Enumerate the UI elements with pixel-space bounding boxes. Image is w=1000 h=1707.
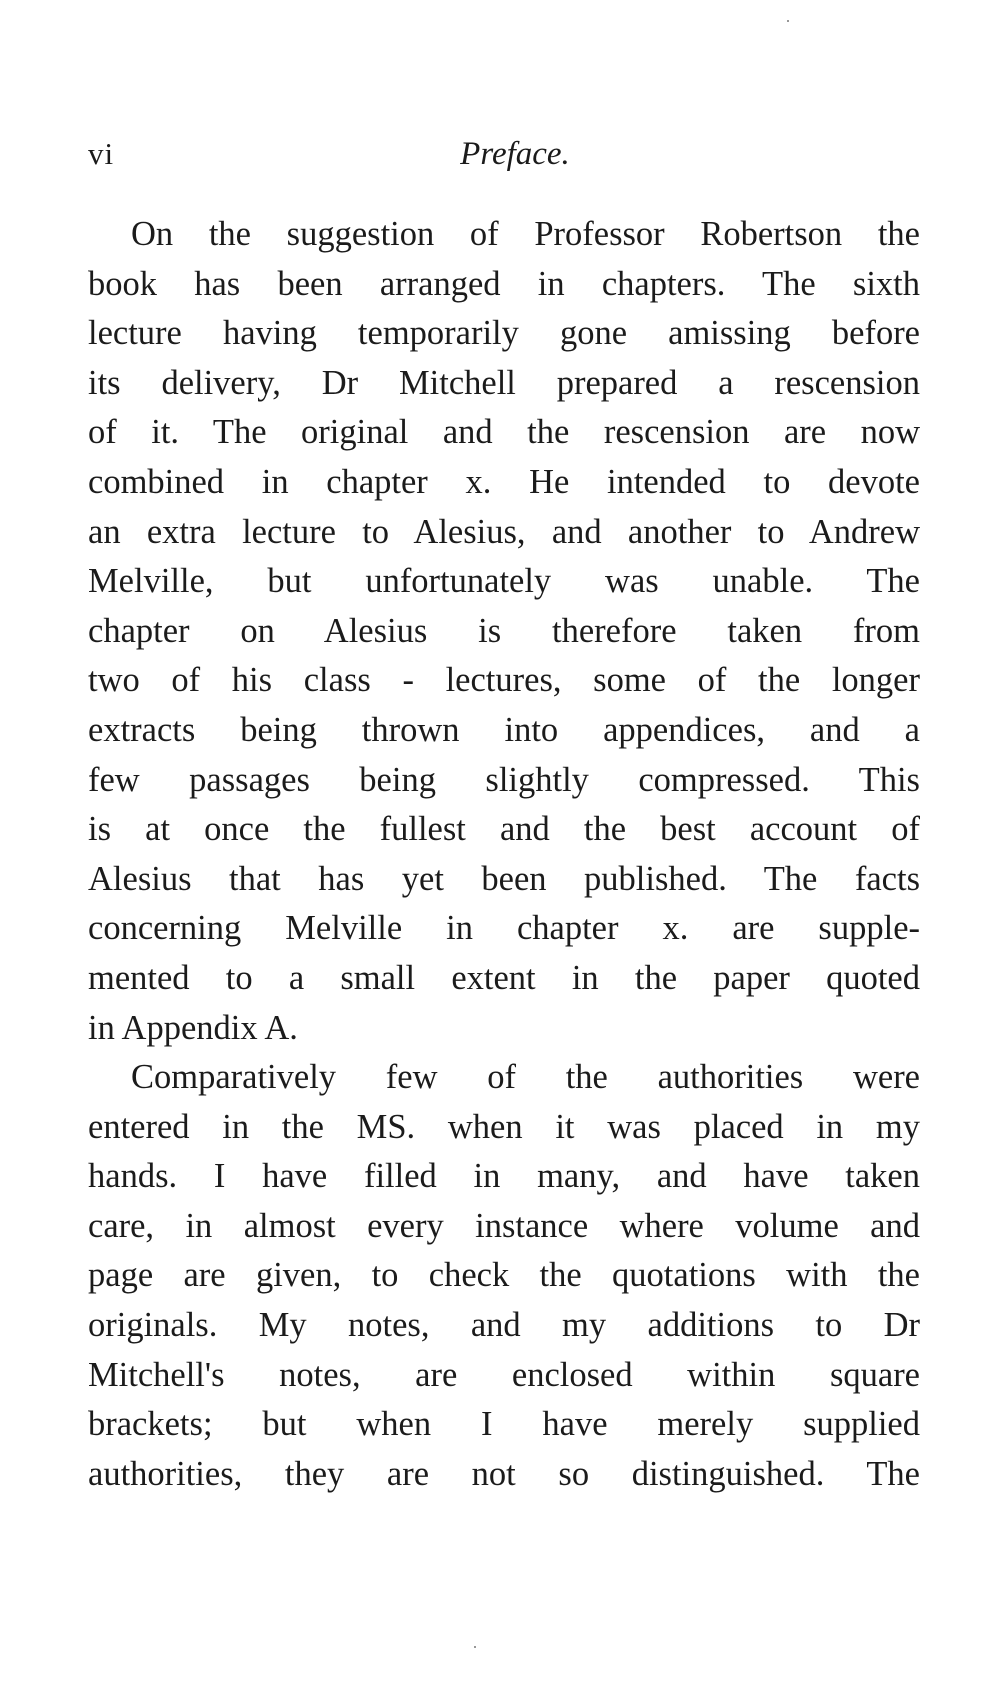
- text-line: combined in chapter x. He intended to devote: [88, 462, 920, 501]
- text-line: mented to a small extent in the paper quoted: [88, 958, 920, 997]
- text-line: an extra lecture to Alesius, and another to Andrew: [88, 512, 920, 551]
- text-line: On the suggestion of Professor Robertson the: [131, 215, 920, 253]
- running-header: [88, 136, 928, 180]
- text-line: its delivery, Dr Mitchell prepared a rescension: [88, 363, 920, 402]
- text-line: originals. My notes, and my additions to Dr: [88, 1306, 920, 1345]
- page-number: vi: [88, 136, 115, 171]
- text-line: concerning Melville in chapter x. are supple-: [88, 909, 920, 948]
- text-line: of it. The original and the rescension are now: [88, 413, 920, 452]
- text-line: two of his class - lectures, some of the longer: [88, 661, 920, 700]
- text-line: brackets; but when I have merely supplied: [88, 1405, 920, 1444]
- text-line: Melville, but unfortunately was unable. The: [88, 562, 920, 601]
- running-title: Preface.: [460, 136, 570, 172]
- text-line: Mitchell's notes, are enclosed within square: [88, 1355, 920, 1394]
- text-line: book has been arranged in chapters. The sixth: [88, 264, 920, 303]
- preface-body: [88, 210, 920, 1499]
- text-line: hands. I have filled in many, and have taken: [88, 1157, 920, 1196]
- text-line: entered in the MS. when it was placed in my: [88, 1107, 920, 1146]
- scan-speck: [787, 20, 789, 22]
- text-line: Comparatively few of the authorities were: [131, 1058, 920, 1097]
- text-line: Alesius that has yet been published. The facts: [88, 859, 920, 898]
- text-line: is at once the fullest and the best account of: [88, 810, 920, 849]
- text-line: care, in almost every instance where volume and: [88, 1206, 920, 1245]
- text-line: in Appendix A.: [88, 1008, 298, 1047]
- text-line: authorities, they are not so distinguished. The: [88, 1454, 920, 1493]
- text-line: few passages being slightly compressed. This: [88, 760, 920, 799]
- text-line: lecture having temporarily gone amissing before: [88, 314, 920, 353]
- text-line: page are given, to check the quotations with the: [88, 1256, 920, 1295]
- text-line: extracts being thrown into appendices, and a: [88, 710, 920, 749]
- scan-speck: [474, 1646, 476, 1648]
- text-line: chapter on Alesius is therefore taken from: [88, 611, 920, 650]
